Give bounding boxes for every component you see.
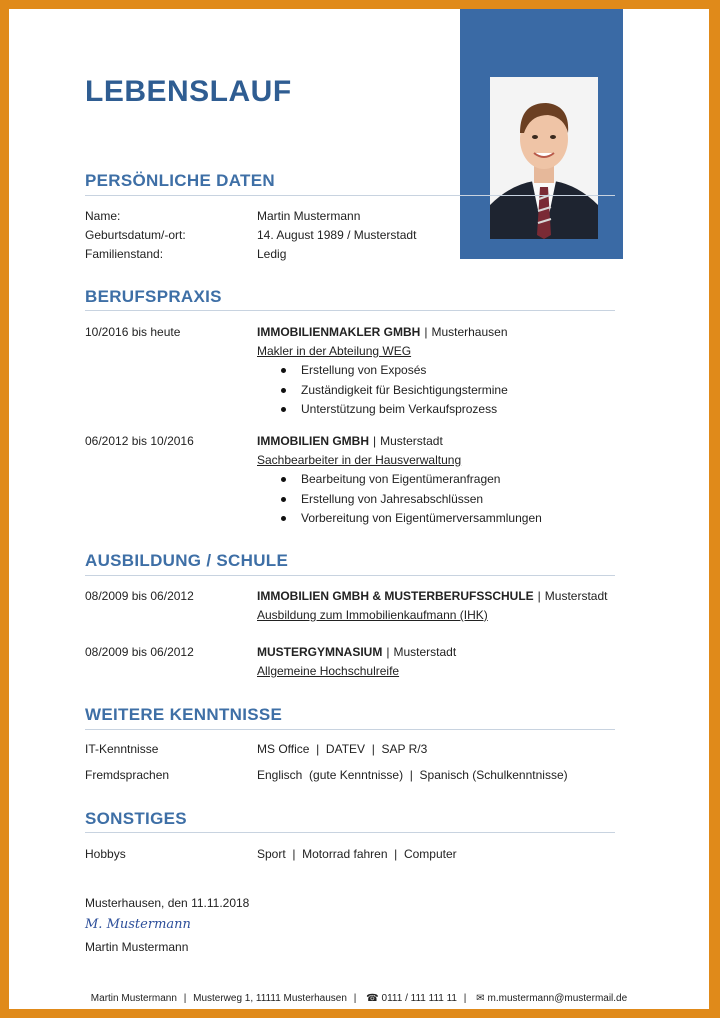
footer-address: Musterweg 1, 11111 Musterhausen [193,993,347,1004]
location: Musterstadt [544,589,608,603]
separator: | [463,993,467,1004]
list-item: Erstellung von Jahresabschlüssen [279,492,542,512]
signature: M. Mustermann [85,917,191,932]
period: 08/2009 bis 06/2012 [85,589,194,603]
photo-band [460,9,623,259]
section-divider [85,832,615,833]
employer-line [257,325,508,339]
footer-email[interactable]: m.mustermann@mustermail.de [487,993,628,1004]
section-heading-skills: WEITERE KENNTNISSE [85,705,283,724]
profile-photo [490,77,598,239]
institution-line [257,589,608,603]
row-value: Ledig [257,247,287,261]
row-value: Martin Mustermann [257,209,361,223]
list-item: Unterstützung beim Verkaufsprozess [279,402,508,422]
resume-page [9,9,709,1009]
list-item: Vorbereitung von Eigentümerversammlungen [279,511,542,531]
company-name: IMMOBILIEN GMBH [257,434,369,448]
section-divider [85,729,615,730]
location: Musterstadt [380,434,443,448]
period: 10/2016 bis heute [85,325,181,339]
row-value: MS Office | DATEV | SAP R/3 [257,742,428,756]
page-title: LEBENSLAUF [85,75,292,108]
row-label: Name: [85,209,121,223]
period: 08/2009 bis 06/2012 [85,645,194,659]
list-item: Zuständigkeit für Besichtigungstermine [279,383,508,403]
row-label: IT-Kenntnisse [85,742,159,756]
section-heading-experience: BERUFSPRAXIS [85,287,222,306]
task-list [279,363,508,422]
institution-line [257,645,456,659]
row-value: Sport | Motorrad fahren | Computer [257,847,457,861]
row-label: Hobbys [85,847,126,861]
phone-icon: ☎ [366,993,379,1004]
list-item: Bearbeitung von Eigentümeranfragen [279,472,542,492]
location: Musterstadt [393,645,457,659]
company-name: IMMOBILIENMAKLER GMBH [257,325,421,339]
period: 06/2012 bis 10/2016 [85,434,194,448]
place-date: Musterhausen, den 11.11.2018 [85,896,250,910]
separator: | [373,434,377,448]
employer-line [257,434,443,448]
list-item: Erstellung von Exposés [279,363,508,383]
row-value: 14. August 1989 / Musterstadt [257,228,417,242]
section-heading-education: AUSBILDUNG / SCHULE [85,551,289,570]
separator: | [537,589,541,603]
education-detail: Ausbildung zum Immobilienkaufmann (IHK) [257,608,488,622]
signer-name: Martin Mustermann [85,940,189,954]
institution-name: MUSTERGYMNASIUM [257,645,383,659]
section-divider [85,195,615,196]
education-detail: Allgemeine Hochschulreife [257,664,400,678]
footer-name: Martin Mustermann [90,993,177,1004]
section-heading-personal: PERSÖNLICHE DATEN [85,171,275,190]
job-role: Sachbearbeiter in der Hausverwaltung [257,453,462,467]
row-value: Englisch (gute Kenntnisse) | Spanisch (Schulkenntnisse) [257,768,568,782]
row-label: Familienstand: [85,247,164,261]
row-label: Geburtsdatum/-ort: [85,228,186,242]
row-label: Fremdsprachen [85,768,170,782]
separator: | [183,993,187,1004]
envelope-icon: ✉ [476,993,485,1004]
section-divider [85,310,615,311]
location: Musterhausen [431,325,508,339]
job-role: Makler in der Abteilung WEG [257,344,412,358]
section-divider [85,575,615,576]
task-list [279,472,542,531]
separator: | [353,993,357,1004]
separator: | [424,325,428,339]
footer-contact [9,993,709,1004]
section-heading-other: SONSTIGES [85,809,187,828]
separator: | [386,645,390,659]
footer-phone: 0111 / 111 111 11 [381,993,457,1004]
institution-name: IMMOBILIEN GMBH & MUSTERBERUFSSCHULE [257,589,534,603]
